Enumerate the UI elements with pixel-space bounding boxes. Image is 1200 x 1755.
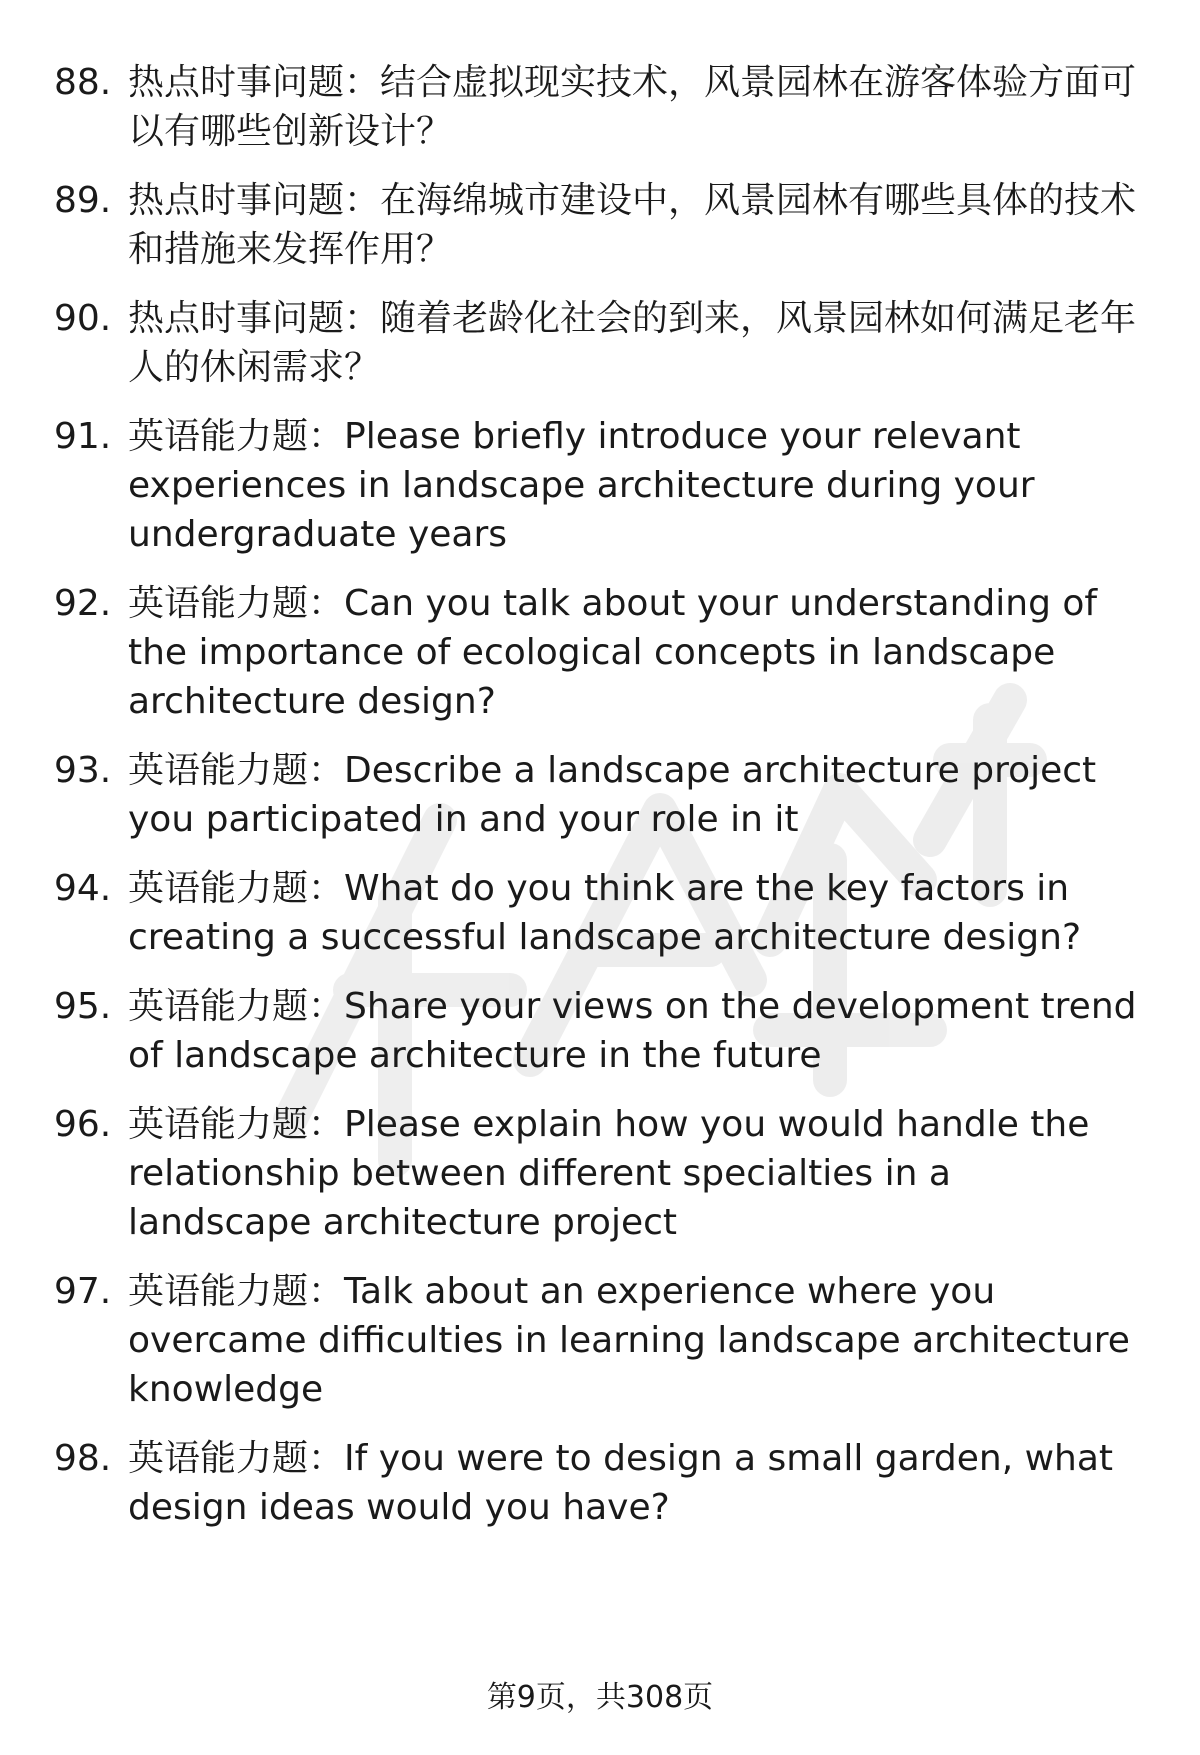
question-number: 88.	[54, 62, 112, 103]
question-number: 89.	[54, 180, 112, 221]
question-item	[54, 1267, 1144, 1414]
question-text: 热点时事问题：随着老龄化社会的到来，风景园林如何满足老年人的休闲需求？	[128, 298, 1137, 388]
question-item	[54, 1100, 1144, 1247]
question-text: 英语能力题：Talk about an experience where you overcame difficulties in learning landscape architecture knowledge	[128, 1271, 1130, 1410]
page-indicator: 第9页，共308页	[486, 1680, 714, 1715]
question-number: 95.	[54, 986, 112, 1027]
question-number: 92.	[54, 583, 112, 624]
question-number: 93.	[54, 750, 112, 791]
question-text: 英语能力题：If you were to design a small garden, what design ideas would you have?	[128, 1438, 1114, 1528]
question-text: 热点时事问题：结合虚拟现实技术，风景园林在游客体验方面可以有哪些创新设计？	[128, 62, 1137, 152]
question-number: 98.	[54, 1438, 112, 1479]
question-number: 97.	[54, 1271, 112, 1312]
question-item	[54, 864, 1144, 962]
question-item	[54, 982, 1144, 1080]
question-text: 英语能力题：Please explain how you would handle the relationship between different specialties in a landscape architecture project	[128, 1104, 1090, 1243]
page-footer	[0, 1678, 1200, 1718]
question-item	[54, 746, 1144, 844]
question-list	[54, 58, 1144, 1552]
question-item	[54, 579, 1144, 726]
question-item	[54, 176, 1144, 274]
question-item	[54, 412, 1144, 559]
question-item	[54, 294, 1144, 392]
question-text: 英语能力题：Describe a landscape architecture project you participated in and your role in it	[128, 750, 1097, 840]
question-number: 96.	[54, 1104, 112, 1145]
question-text: 英语能力题：Can you talk about your understanding of the importance of ecological concepts in landscape architecture design?	[128, 583, 1098, 722]
question-item	[54, 58, 1144, 156]
question-item	[54, 1434, 1144, 1532]
question-text: 英语能力题：Please briefly introduce your relevant experiences in landscape architecture during your undergraduate years	[128, 416, 1035, 555]
question-text: 英语能力题：What do you think are the key factors in creating a successful landscape architecture design?	[128, 868, 1082, 958]
question-text: 热点时事问题：在海绵城市建设中，风景园林有哪些具体的技术和措施来发挥作用？	[128, 180, 1137, 270]
question-number: 94.	[54, 868, 112, 909]
question-text: 英语能力题：Share your views on the development trend of landscape architecture in the future	[128, 986, 1137, 1076]
question-number: 90.	[54, 298, 112, 339]
question-number: 91.	[54, 416, 112, 457]
